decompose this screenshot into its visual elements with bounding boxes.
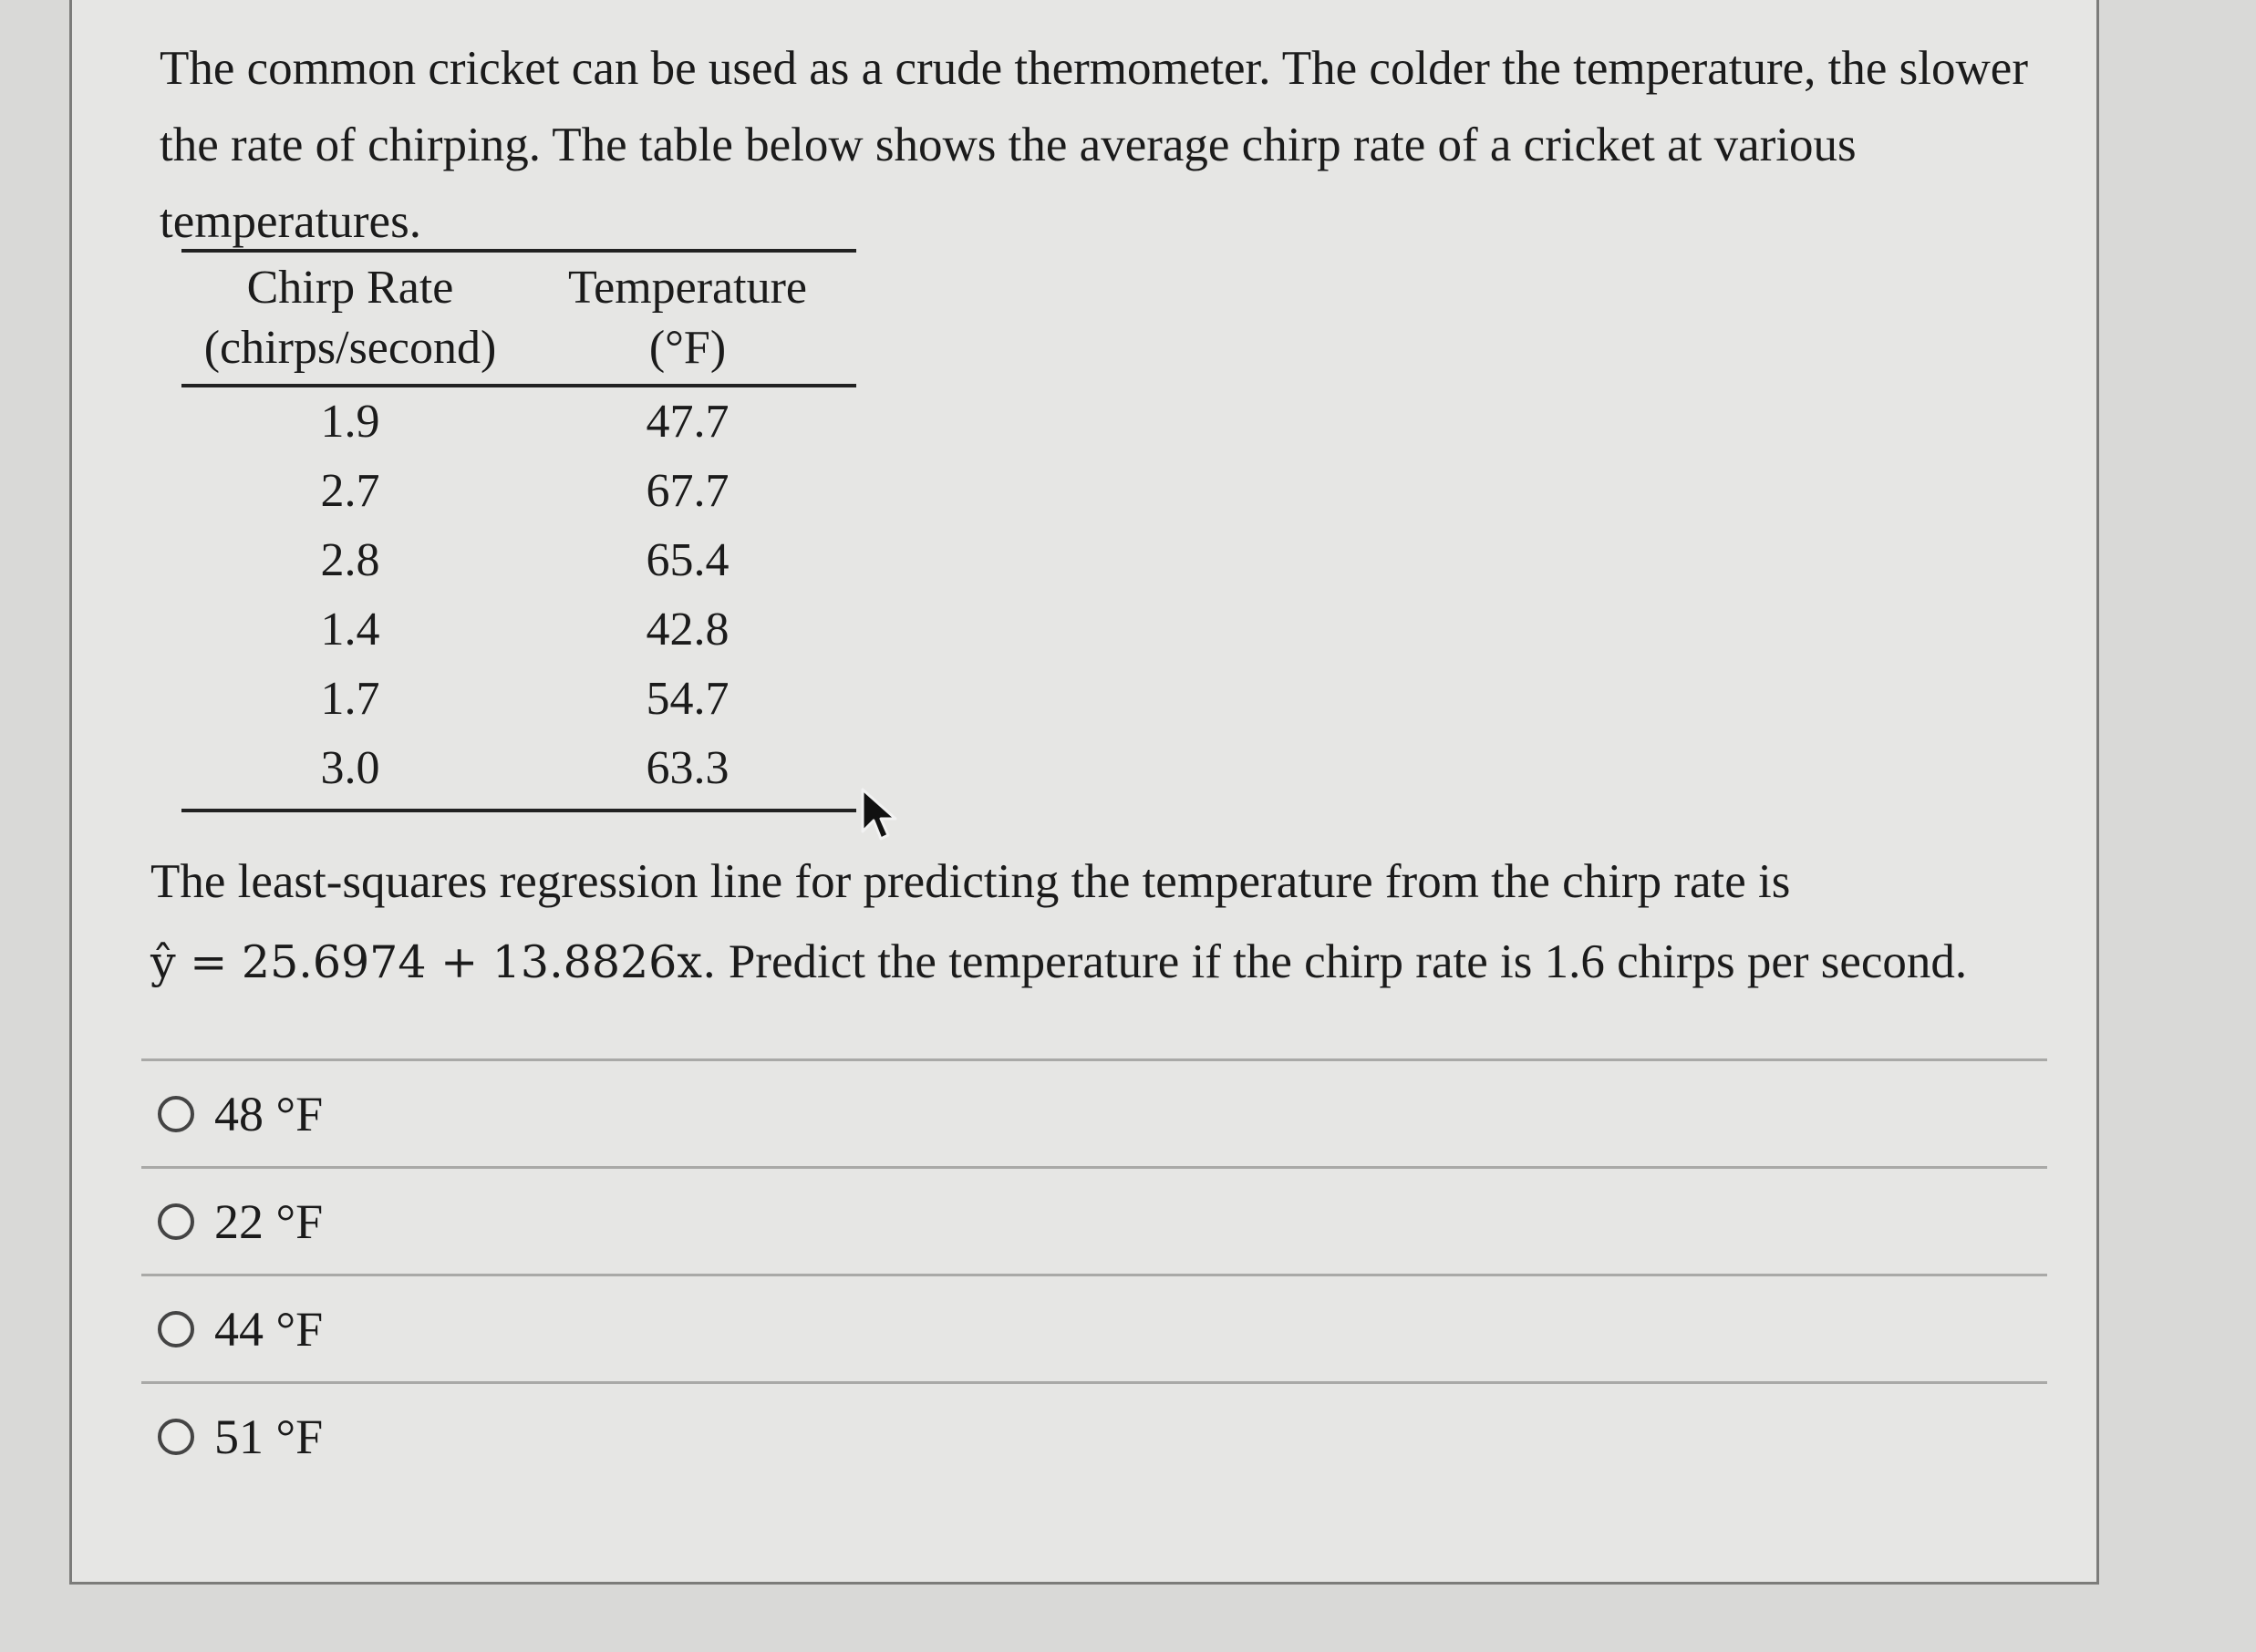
radio-button[interactable] bbox=[158, 1419, 194, 1455]
cell-chirp-rate: 2.7 bbox=[320, 465, 380, 517]
cell-temperature: 54.7 bbox=[646, 673, 730, 725]
answer-option-label: 22 °F bbox=[214, 1193, 324, 1249]
answer-options bbox=[141, 1058, 2047, 1489]
question-panel bbox=[69, 0, 2099, 1585]
mouse-pointer-icon bbox=[861, 788, 901, 846]
answer-option-2[interactable] bbox=[141, 1166, 2047, 1274]
table-row bbox=[181, 595, 856, 665]
cell-chirp-rate: 1.4 bbox=[320, 604, 380, 656]
table-header-row bbox=[181, 251, 856, 386]
table-row bbox=[181, 526, 856, 595]
cell-chirp-rate: 1.7 bbox=[320, 673, 380, 725]
cell-chirp-rate: 1.9 bbox=[320, 396, 380, 448]
header-temperature bbox=[519, 251, 856, 386]
question-line-2 bbox=[150, 922, 2084, 1003]
cell-temperature: 63.3 bbox=[519, 734, 856, 811]
answer-option-1[interactable] bbox=[141, 1058, 2047, 1166]
answer-option-4[interactable] bbox=[141, 1381, 2047, 1489]
table-row bbox=[181, 386, 856, 457]
cell-chirp-rate: 2.8 bbox=[320, 534, 380, 586]
intro-text: The common cricket can be used as a crude thermometer. The colder the temperature, the slower the rate of chirping. The table below shows the average chirp rate of a cricket at various temperatures. bbox=[160, 42, 2028, 248]
table-row bbox=[181, 665, 856, 734]
radio-button[interactable] bbox=[158, 1311, 194, 1347]
answer-option-label: 48 °F bbox=[214, 1086, 324, 1141]
answer-option-label: 44 °F bbox=[214, 1301, 324, 1357]
cell-temperature: 42.8 bbox=[646, 604, 730, 656]
table-row bbox=[181, 734, 856, 811]
header-temperature-unit: (°F) bbox=[648, 322, 727, 374]
question-prompt: Predict the temperature if the chirp rate is 1.6 chirps per second. bbox=[728, 935, 1968, 988]
table-row bbox=[181, 457, 856, 526]
answer-option-label: 51 °F bbox=[214, 1409, 324, 1464]
header-chirp-rate-unit: (chirps/second) bbox=[203, 322, 497, 374]
answer-option-3[interactable] bbox=[141, 1274, 2047, 1381]
cell-temperature: 65.4 bbox=[646, 534, 730, 586]
cell-chirp-rate: 3.0 bbox=[181, 734, 519, 811]
radio-button[interactable] bbox=[158, 1203, 194, 1240]
regression-equation: ŷ = 25.6974 + 13.8826x. bbox=[150, 936, 717, 988]
header-chirp-rate-title: Chirp Rate bbox=[246, 262, 454, 314]
cell-temperature: 47.7 bbox=[646, 396, 730, 448]
question-line-1: The least-squares regression line for predicting the temperature from the chirp rate is bbox=[150, 855, 1791, 908]
header-chirp-rate bbox=[181, 251, 519, 386]
header-temperature-title: Temperature bbox=[568, 262, 807, 314]
radio-button[interactable] bbox=[158, 1096, 194, 1132]
question-text bbox=[150, 841, 2084, 1003]
cell-temperature: 67.7 bbox=[646, 465, 730, 517]
chirp-rate-table bbox=[181, 249, 856, 812]
